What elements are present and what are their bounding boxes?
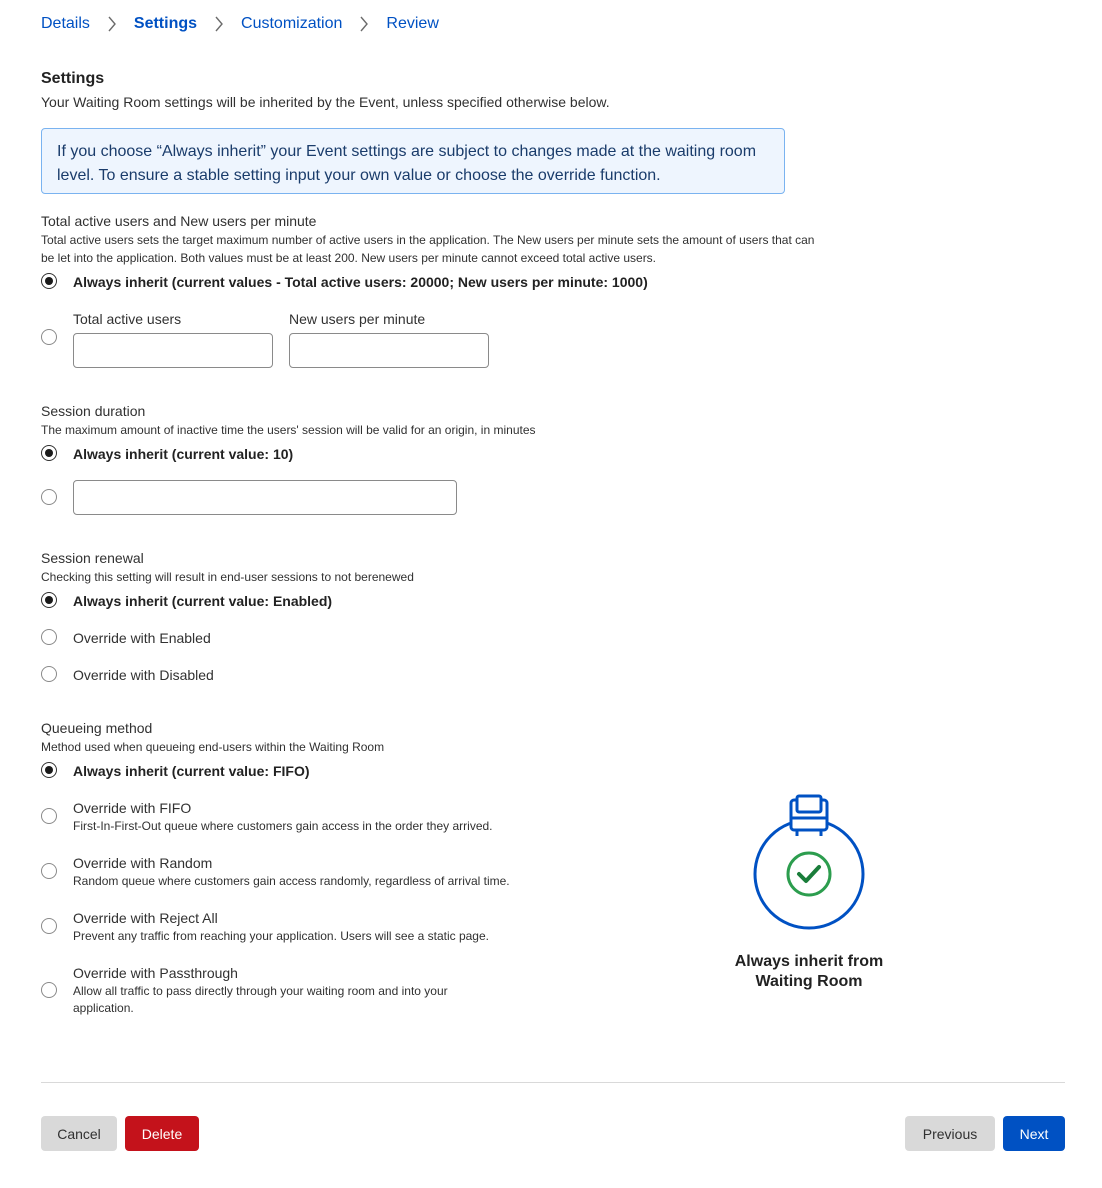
breadcrumb-details[interactable]: Details xyxy=(41,15,90,32)
users-inherit-label: Always inherit (current values - Total active users: 20000; New users per minute: 1000) xyxy=(73,274,648,290)
users-inherit-radio[interactable] xyxy=(41,273,57,289)
session-duration-inherit-radio[interactable] xyxy=(41,445,57,461)
session-renewal-inherit-label: Always inherit (current value: Enabled) xyxy=(73,593,333,609)
session-renewal-enabled-radio[interactable] xyxy=(41,629,57,645)
chevron-right-icon xyxy=(342,16,386,32)
queueing-fifo-radio[interactable] xyxy=(41,808,57,824)
queueing-fifo-description: First-In-First-Out queue where customers gain access in the order they arrived. xyxy=(73,819,493,833)
queueing-random-description: Random queue where customers gain access randomly, regardless of arrival time. xyxy=(73,874,510,888)
session-renewal-title: Session renewal xyxy=(41,550,144,566)
breadcrumb-settings[interactable]: Settings xyxy=(133,15,198,32)
session-renewal-description: Checking this setting will result in end-user sessions to not berenewed xyxy=(41,570,414,584)
session-renewal-disabled-radio[interactable] xyxy=(41,666,57,682)
queueing-method-description: Method used when queueing end-users within the Waiting Room xyxy=(41,740,385,754)
session-duration-input[interactable] xyxy=(73,480,457,515)
queueing-fifo-label: Override with FIFO xyxy=(73,800,192,816)
queueing-passthrough-description: Allow all traffic to pass directly through your waiting room and into your application. xyxy=(73,984,448,1015)
session-renewal-enabled-label: Override with Enabled xyxy=(73,630,211,646)
session-duration-override-radio[interactable] xyxy=(41,489,57,505)
illustration-caption: Always inherit from Waiting Room xyxy=(734,953,884,990)
breadcrumb-review[interactable]: Review xyxy=(386,15,439,32)
queueing-inherit-radio[interactable] xyxy=(41,762,57,778)
session-duration-inherit-label: Always inherit (current value: 10) xyxy=(73,446,294,462)
queueing-reject-all-label: Override with Reject All xyxy=(73,910,218,926)
queueing-inherit-label: Always inherit (current value: FIFO) xyxy=(73,763,310,779)
users-group-title: Total active users and New users per minute xyxy=(41,213,317,229)
queueing-random-label: Override with Random xyxy=(73,855,213,871)
info-banner: If you choose “Always inherit” your Event settings are subject to changes made at the waiting room level. To ensure a stable setting input your own value or choose the override function. xyxy=(41,128,785,194)
queueing-reject-all-description: Prevent any traffic from reaching your application. Users will see a static page. xyxy=(73,929,489,943)
users-group-description: Total active users sets the target maximum number of active users in the application. The New users per minute sets the amount of users that can be let into the application. Both values must be at least 200. New users per minute cannot exceed total active users. xyxy=(41,233,815,265)
delete-button[interactable]: Delete xyxy=(125,1116,199,1151)
users-override-radio[interactable] xyxy=(41,329,57,345)
total-active-users-input[interactable] xyxy=(73,333,273,368)
cancel-button[interactable]: Cancel xyxy=(41,1116,117,1151)
session-renewal-disabled-label: Override with Disabled xyxy=(73,667,214,683)
new-users-per-minute-label: New users per minute xyxy=(289,311,426,327)
new-users-per-minute-input[interactable] xyxy=(289,333,489,368)
session-renewal-inherit-radio[interactable] xyxy=(41,592,57,608)
session-duration-title: Session duration xyxy=(41,403,146,419)
session-duration-description: The maximum amount of inactive time the users' session will be valid for an origin, in minutes xyxy=(41,423,536,437)
queueing-reject-all-radio[interactable] xyxy=(41,918,57,934)
breadcrumb-customization[interactable]: Customization xyxy=(241,15,343,32)
chevron-right-icon xyxy=(90,16,134,32)
breadcrumb xyxy=(41,13,439,35)
queueing-method-title: Queueing method xyxy=(41,720,153,736)
next-button[interactable]: Next xyxy=(1003,1116,1065,1151)
queueing-random-radio[interactable] xyxy=(41,863,57,879)
queueing-passthrough-label: Override with Passthrough xyxy=(73,965,238,981)
total-active-users-label: Total active users xyxy=(73,311,182,327)
chevron-right-icon xyxy=(197,16,241,32)
page-title: Settings xyxy=(41,70,105,87)
footer-divider xyxy=(41,1082,1065,1083)
page-description: Your Waiting Room settings will be inherited by the Event, unless specified otherwise below. xyxy=(41,94,610,110)
previous-button[interactable]: Previous xyxy=(905,1116,995,1151)
queueing-passthrough-radio[interactable] xyxy=(41,982,57,998)
